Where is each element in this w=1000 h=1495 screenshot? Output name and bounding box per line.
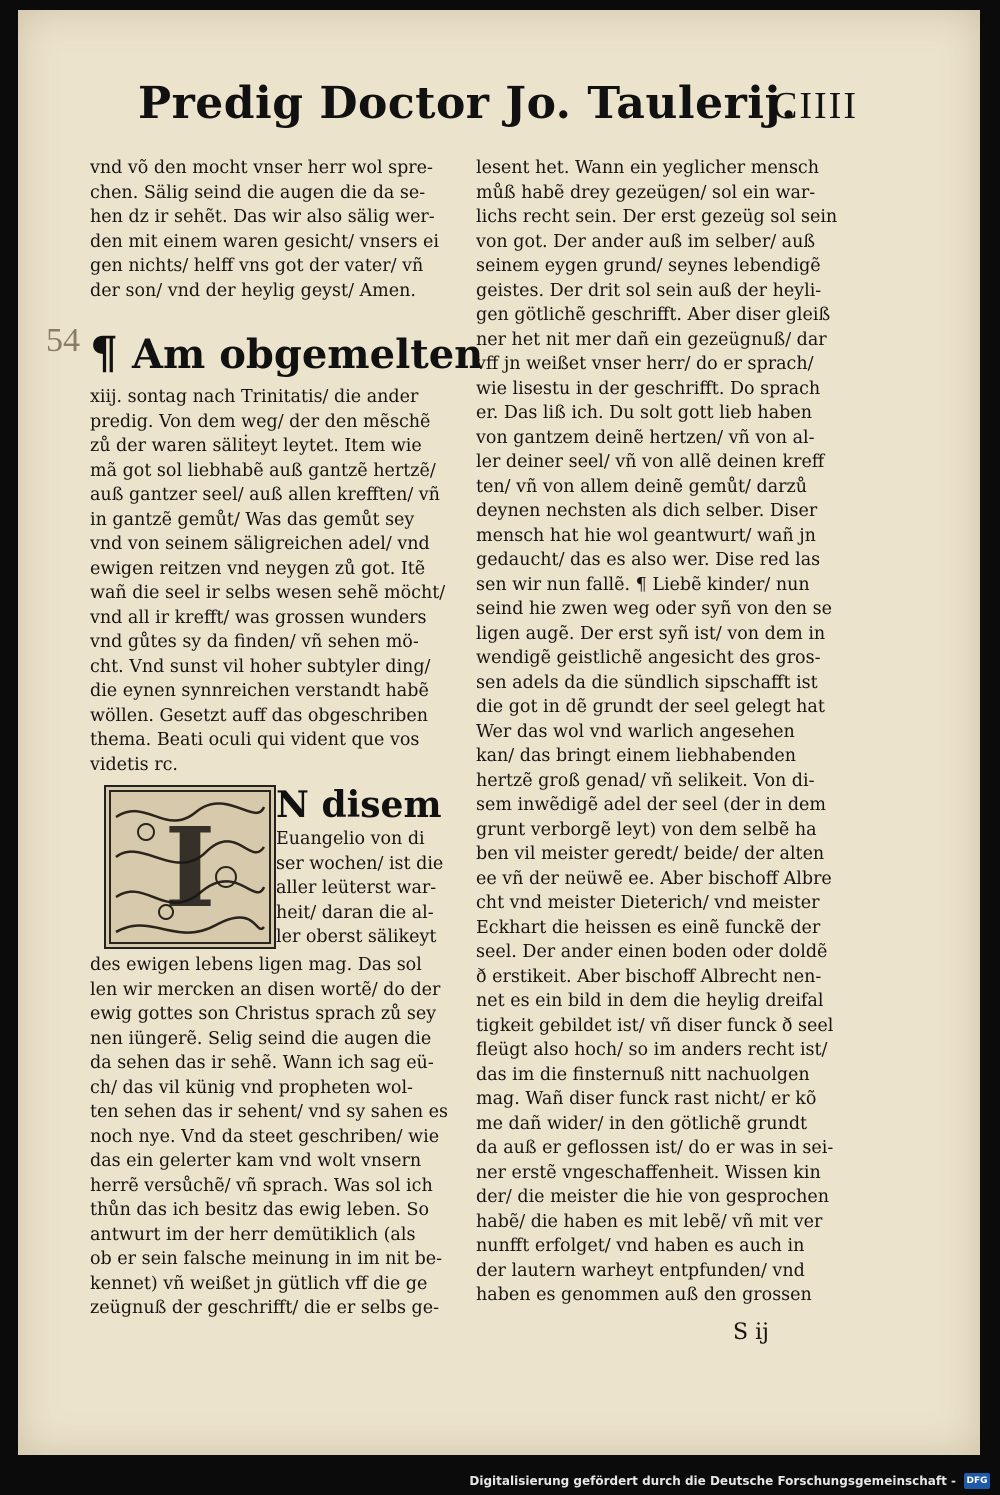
text-line: ler deiner seel/ vñ von allẽ deinen kreff — [476, 452, 825, 472]
left-column — [90, 156, 484, 1321]
text-line: ler oberst sälikeyt — [276, 927, 437, 947]
text-line: hertzẽ groß genad/ vñ selikeit. Von di- — [476, 770, 815, 791]
folio-number: CIIII — [772, 85, 858, 127]
text-line: noch nye. Vnd da steet geschriben/ wie — [90, 1126, 440, 1147]
text-line: seinem eygen grund/ seynes lebendigẽ — [476, 256, 821, 276]
text-line: wendigẽ geistlichẽ angesicht des gros- — [476, 648, 821, 668]
text-line: me dañ wider/ in den götlichẽ grundt — [476, 1113, 808, 1134]
text-line: vnd von seinem säligreichen adel/ vnd — [90, 534, 430, 554]
text-line: Euangelio von di — [276, 829, 425, 849]
handwritten-margin-note: 54 — [46, 322, 80, 359]
text-line: mã got sol liebhabẽ auß gantzẽ hertzẽ/ — [90, 460, 436, 481]
text-line: len wir mercken an disen wortẽ/ do der — [90, 979, 441, 1000]
opening-lines — [276, 783, 466, 950]
left-top-text — [90, 156, 465, 303]
section-heading — [90, 325, 484, 383]
text-line: antwurt im der herr demütiklich (als — [90, 1224, 416, 1245]
text-line: gedaucht/ das es also wer. Dise red las — [476, 550, 821, 570]
text-line: vnd all ir krefft/ was grossen wunders — [90, 607, 427, 628]
text-line: zeügnuß der geschrifft/ die er selbs ge- — [90, 1298, 439, 1318]
dfg-logo-icon: DFG — [964, 1473, 990, 1489]
text-line: kennet) vñ weißet jn gütlich vff die ge — [90, 1273, 428, 1294]
signature-mark: S ij — [733, 1320, 769, 1345]
opening-words: N disem — [276, 784, 442, 826]
text-line: ner erstẽ vngeschaffenheit. Wissen kin — [476, 1162, 821, 1183]
text-line: thema. Beati oculi qui vident que vos — [90, 730, 420, 750]
text-line: seel. Der ander einen boden oder doldẽ — [476, 942, 828, 962]
book-page — [18, 10, 980, 1455]
text-line: fleügt also hoch/ so im anders recht ist/ — [476, 1040, 828, 1060]
text-line: die got in dẽ grundt der seel gelegt hat — [476, 697, 825, 717]
running-header — [138, 78, 858, 148]
text-line: seind hie zwen weg oder syñ von den se — [476, 599, 832, 619]
text-line: die eynen synnreichen verstandt habẽ — [90, 681, 429, 701]
text-line: ch/ das vil künig vnd propheten wol- — [90, 1077, 413, 1098]
text-line: mensch hat hie wol geantwurt/ wañ jn — [476, 525, 816, 546]
text-line: da sehen das ir sehẽ. Wann ich sag eü- — [90, 1053, 434, 1073]
text-line: herrẽ versůchẽ/ vñ sprach. Was sol ich — [90, 1175, 433, 1196]
text-line: sen adels da die sündlich sipschafft ist — [476, 672, 818, 693]
text-line: sen wir nun fallẽ. ¶ Liebẽ kinder/ nun — [476, 574, 810, 595]
text-line: chen. Sälig seind die augen die da se- — [90, 182, 426, 203]
text-line: ee vñ der neüwẽ ee. Aber bischoff Albre — [476, 868, 832, 889]
text-line: vnd võ den mocht vnser herr wol spre- — [90, 158, 433, 178]
text-line: das ein gelerter kam vnd wolt vnsern — [90, 1151, 422, 1171]
initial-letter: I — [164, 802, 216, 932]
text-line: ob er sein falsche meinung in im nit be- — [90, 1249, 443, 1269]
text-line: den mit einem waren gesicht/ vnsers ei — [90, 231, 439, 252]
text-line: vff jn weißet vnser herr/ do er sprach/ — [476, 354, 814, 374]
text-line: da auß er geflossen ist/ do er was in sei- — [476, 1138, 834, 1158]
text-line: heit/ daran die al- — [276, 902, 434, 923]
text-line: ser wochen/ ist die — [276, 853, 444, 874]
text-line: můß habẽ drey gezeügen/ sol ein war- — [476, 182, 816, 203]
text-line: cht. Vnd sunst vil hoher subtyler ding/ — [90, 656, 431, 677]
text-line: aller leüterst war- — [276, 878, 437, 898]
pilcrow-icon: ¶ — [90, 328, 118, 379]
text-line: sem inwẽdigẽ adel der seel (der in dem — [476, 795, 827, 815]
text-line: in gantzẽ gemůt/ Was das gemůt sey — [90, 509, 415, 530]
left-mid-text — [90, 385, 465, 777]
text-line: predig. Von dem weg/ der den mẽschẽ — [90, 411, 431, 432]
section-heading-text: Am obgemelten — [131, 331, 484, 378]
text-line: von gantzem deinẽ hertzen/ vñ von al- — [476, 427, 815, 448]
text-line: er. Das liß ich. Du solt gott lieb haben — [476, 403, 812, 423]
text-line: nen iüngerẽ. Selig seind die augen die — [90, 1028, 432, 1049]
footer-credit: Digitalisierung gefördert durch die Deutsche Forschungsgemeinschaft - — [469, 1474, 956, 1488]
text-line: grunt verborgẽ leyt) von dem selbẽ ha — [476, 819, 817, 840]
text-line: xiij. sontag nach Trinitatis/ die ander — [90, 387, 419, 407]
text-line: hen dz ir sehẽt. Das wir also sälig wer- — [90, 207, 435, 227]
right-column — [476, 156, 851, 1308]
text-line: cht vnd meister Dieterich/ vnd meister — [476, 893, 820, 913]
text-line: ewig gottes son Christus sprach zů sey — [90, 1004, 437, 1024]
text-line: das im die finsternuß nitt nachuolgen — [476, 1064, 810, 1085]
text-line: tigkeit gebildet ist/ vñ diser funck ð seel — [476, 1015, 834, 1036]
left-bottom-text — [90, 953, 465, 1321]
decorated-initial-block — [90, 783, 465, 953]
running-title: Predig Doctor Jo. Taulerij. — [138, 78, 797, 129]
text-line: wie lisestu in der geschrifft. Do sprach — [476, 378, 821, 399]
text-line: Wer das wol vnd warlich angesehen — [476, 721, 795, 742]
text-line: wöllen. Gesetzt auff das obgeschriben — [90, 705, 429, 726]
text-line: wañ die seel ir selbs wesen sehẽ möcht/ — [90, 583, 446, 603]
ornamental-initial — [104, 785, 276, 949]
text-line: haben es genommen auß den grossen — [476, 1285, 812, 1305]
text-line: des ewigen lebens ligen mag. Das sol — [90, 955, 422, 975]
text-line: lichs recht sein. Der erst gezeüg sol sein — [476, 207, 838, 227]
text-line: zů der waren säliṫeyt leytet. Item wie — [90, 436, 422, 456]
digitization-footer — [0, 1470, 1000, 1495]
text-line: der son/ vnd der heylig geyst/ Amen. — [90, 280, 416, 301]
text-line: deynen nechsten als dich selber. Diser — [476, 501, 818, 521]
text-line: ewigen reitzen vnd neygen zů got. Itẽ — [90, 558, 426, 579]
text-line: geistes. Der drit sol sein auß der heyli- — [476, 280, 822, 301]
text-line: net es ein bild in dem die heylig dreifal — [476, 991, 824, 1011]
text-line: ten/ vñ von allem deinẽ gemůt/ darzů — [476, 476, 807, 497]
text-line: habẽ/ die haben es mit lebẽ/ vñ mit ver — [476, 1211, 823, 1232]
text-line: auß gantzer seel/ auß allen krefften/ vñ — [90, 485, 440, 505]
text-line: thůn das ich besitz das ewig leben. So — [90, 1200, 430, 1220]
text-line: lesent het. Wann ein yeglicher mensch — [476, 158, 820, 178]
text-line: Eckhart die heissen es einẽ funckẽ der — [476, 917, 821, 938]
text-line: mag. Wañ diser funck rast nicht/ er kõ — [476, 1089, 817, 1109]
text-line: vnd gůtes sy da finden/ vñ sehen mö- — [90, 632, 419, 652]
text-line: ligen augẽ. Der erst syñ ist/ von dem in — [476, 623, 826, 644]
text-line: nunfft erfolget/ vnd haben es auch in — [476, 1236, 805, 1256]
text-line: der lautern warheyt entpfunden/ vnd — [476, 1260, 805, 1281]
text-line: ten sehen das ir sehent/ vnd sy sahen es — [90, 1102, 449, 1122]
text-line: ð erstikeit. Aber bischoff Albrecht nen- — [476, 966, 822, 987]
text-line: von got. Der ander auß im selber/ auß — [476, 231, 816, 252]
text-line: gen götlichẽ geschrifft. Aber diser gleiß — [476, 305, 831, 325]
text-line: ner het nit mer dañ ein gezeügnuß/ dar — [476, 329, 827, 350]
text-line: videtis rc. — [90, 754, 178, 775]
text-line: ben vil meister geredt/ beide/ der alten — [476, 844, 825, 864]
text-line: der/ die meister die hie von gesprochen — [476, 1187, 830, 1207]
text-line: gen nichts/ helff vns got der vater/ vñ — [90, 256, 424, 276]
text-line: kan/ das bringt einem liebhabenden — [476, 746, 797, 766]
